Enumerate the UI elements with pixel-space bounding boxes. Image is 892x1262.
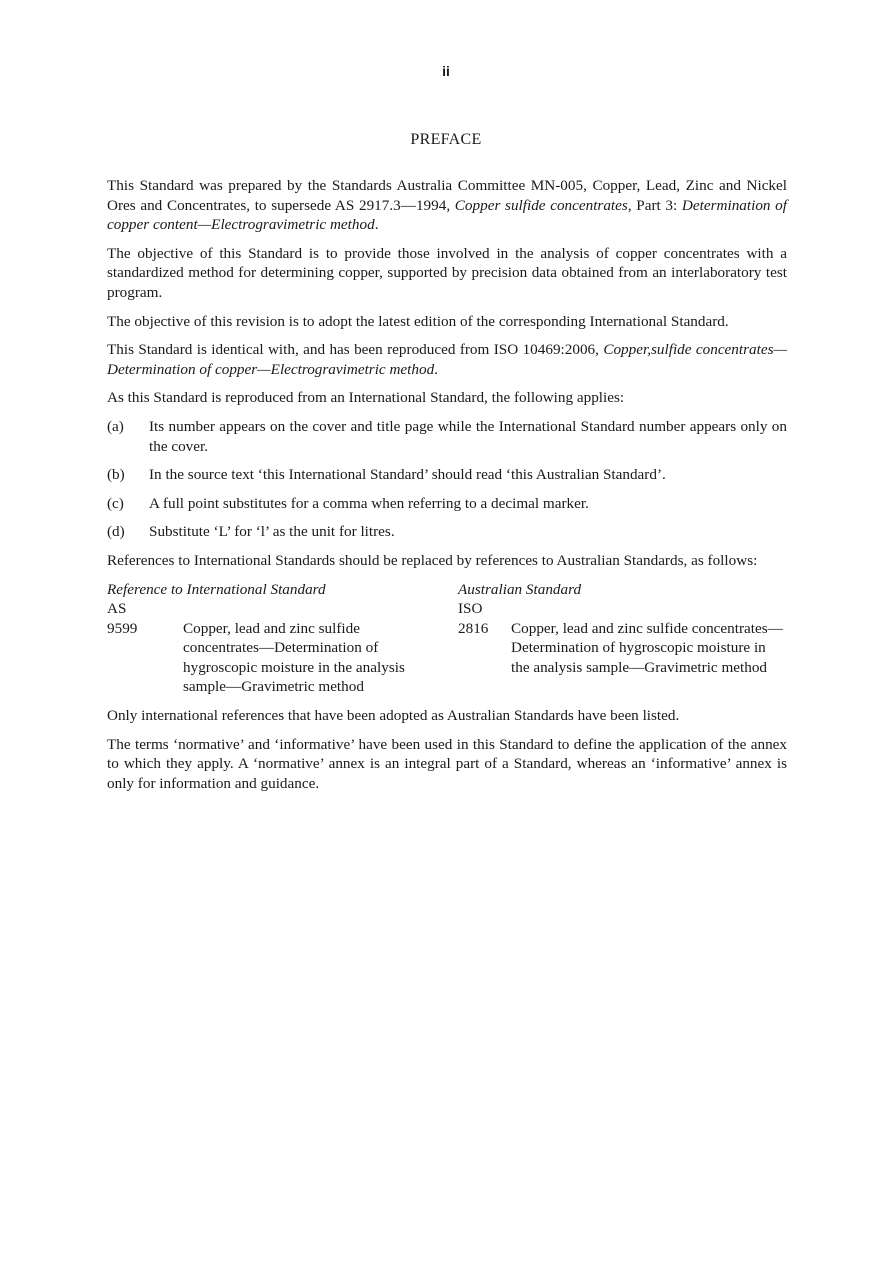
reference-heading-right: Australian Standard <box>458 580 582 598</box>
p1-title-italic: Copper sulfide concentrates <box>454 196 628 214</box>
reference-subheading-right: ISO <box>458 600 483 618</box>
p1-part-italic: Determination of copper content—Electrogravimetric method <box>107 196 787 234</box>
p1-text-c: , Part 3: <box>627 196 682 214</box>
reference-row-left <box>107 619 458 697</box>
reference-heading-left: Reference to International Standard <box>107 580 326 598</box>
reference-row-right <box>458 619 787 678</box>
list-item-label: (b) <box>107 466 125 484</box>
paragraph-identical <box>107 340 787 379</box>
reference-number-left: 9599 <box>107 619 138 637</box>
reference-subheading-left: AS <box>107 600 127 618</box>
page-number: ii <box>442 63 450 79</box>
paragraph-prepared-by <box>107 176 787 235</box>
list-item-text: In the source text ‘this International Standard’ should read ‘this Australian Standard’. <box>149 466 666 484</box>
page-title: PREFACE <box>410 131 482 148</box>
paragraph-objective: The objective of this Standard is to provide those involved in the analysis of copper concentrates with a standardized method for determining copper, supported by precision data obtained from an interlaboratory test program. <box>107 244 787 301</box>
list-item-text: Its number appears on the cover and title page while the International Standard number appears only on the cover. <box>149 417 787 455</box>
paragraph-normative-informative: The terms ‘normative’ and ‘informative’ have been used in this Standard to define the application of the annex to which they apply. A ‘normative’ annex is an integral part of a Standard, whereas an ‘informative’ annex is only for information and guidance. <box>107 735 787 792</box>
p4-title-italic: Copper,sulfide concentrates—Determination of copper—Electrogravimetric method <box>107 341 787 378</box>
list-item-text: Substitute ‘L’ for ‘l’ as the unit for litres. <box>149 523 395 541</box>
paragraph-adopted-only: Only international references that have been adopted as Australian Standards have been listed. <box>107 707 680 725</box>
paragraph-revision-objective: The objective of this revision is to adopt the latest edition of the corresponding International Standard. <box>107 312 729 330</box>
list-item <box>107 494 787 514</box>
reference-number-right: 2816 <box>458 619 489 637</box>
p1-text-a: This Standard was prepared by the Standards Australia Committee MN-005, Copper, Lead, Zinc and Nickel Ores and Concentrates, to supersede AS 2917.3—1994, <box>107 177 787 214</box>
reference-title-left: Copper, lead and zinc sulfide concentrates—Determination of hygroscopic moisture in the analysis sample—Gravimetric method <box>183 619 405 696</box>
list-item <box>107 522 787 542</box>
p4-text-c: . <box>434 360 438 378</box>
p4-text-a: This Standard is identical with, and has been reproduced from ISO 10469:2006, <box>107 341 604 359</box>
list-item-label: (a) <box>107 417 124 435</box>
preface-body <box>107 176 787 802</box>
reference-column-left <box>107 580 458 698</box>
reference-table <box>107 580 787 698</box>
list-item <box>107 417 787 456</box>
reference-column-right <box>458 580 787 698</box>
list-item-text: A full point substitutes for a comma when referring to a decimal marker. <box>149 494 589 512</box>
list-item-label: (c) <box>107 494 124 512</box>
paragraph-applies: As this Standard is reproduced from an International Standard, the following applies: <box>107 389 625 407</box>
paragraph-references: References to International Standards should be replaced by references to Australian Standards, as follows: <box>107 551 758 569</box>
list-item-label: (d) <box>107 523 125 541</box>
reference-title-right: Copper, lead and zinc sulfide concentrates—Determination of hygroscopic moisture in the analysis sample—Gravimetric method <box>511 619 783 676</box>
p1-text-e: . <box>374 216 379 234</box>
list-item <box>107 465 787 485</box>
